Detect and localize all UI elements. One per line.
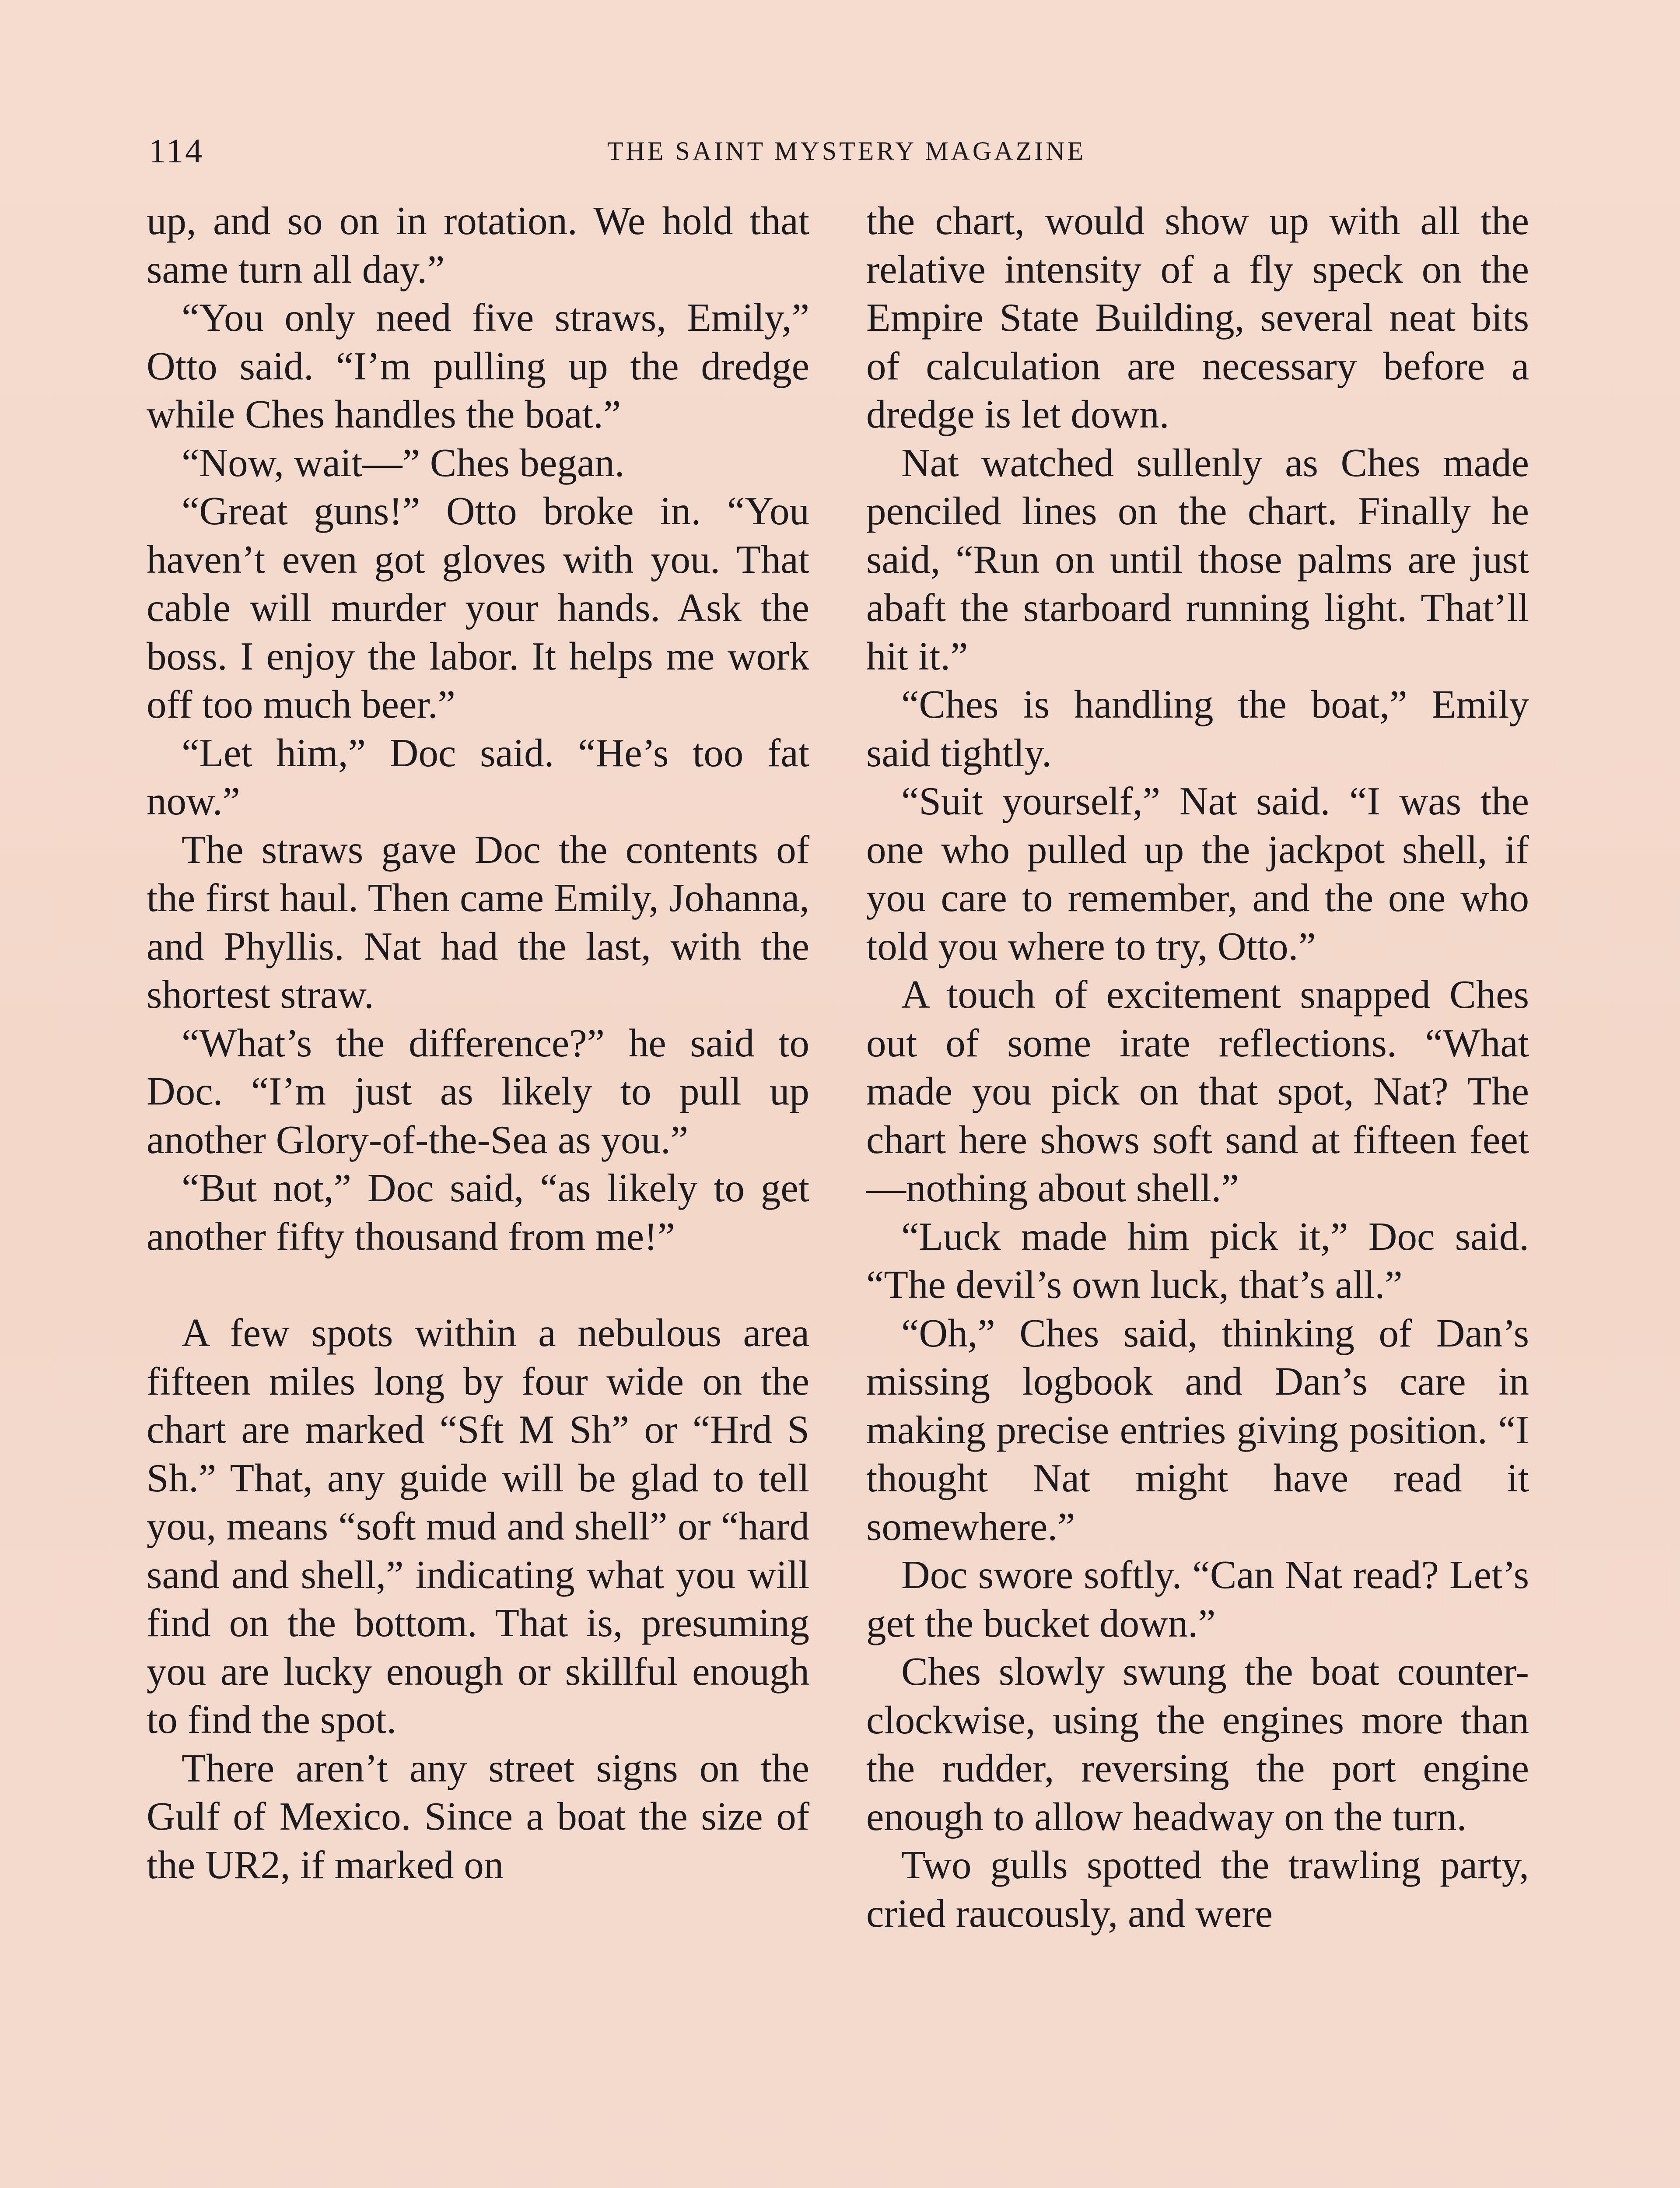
running-title: THE SAINT MYSTERY MAGAZINE [607,137,1086,165]
paragraph: “What’s the difference?” he said to Doc. “I’m just as likely to pull up another Glory-of-the-Sea as you.” [147,1020,809,1162]
paragraph: “Ches is handling the boat,” Emily said tightly. [866,682,1529,775]
left-column [147,197,809,1889]
paragraph: Doc swore softly. “Can Nat read? Let’s get the bucket down.” [866,1553,1529,1645]
paragraph: “Suit yourself,” Nat said. “I was the one who pulled up the jackpot shell, if you care to remember, and the one who told you where to try, Otto.” [866,779,1529,968]
page-header [149,127,1544,175]
paragraph: “Great guns!” Otto broke in. “You haven’t even got gloves with you. That cable will murder your hands. Ask the boss. I enjoy the labor. It helps me work off too much beer.” [147,489,809,726]
paragraph: “Oh,” Ches said, thinking of Dan’s missing logbook and Dan’s care in making precise entries giving position. “I thought Nat might have read it somewhere.” [866,1311,1529,1549]
paragraph: “But not,” Doc said, “as likely to get another fifty thousand from me!” [147,1166,809,1259]
paragraph: A touch of excitement snapped Ches out of some irate reflections. “What made you pick on that spot, Nat? The chart here shows soft sand at fifteen feet—nothing about shell.” [866,972,1529,1210]
paragraph: the chart, would show up with all the relative intensity of a fly speck on the Empire State Building, several neat bits of calculation are necessary before a dredge is let down. [866,199,1529,436]
paragraph: Ches slowly swung the boat counter-clockwise, using the engines more than the rudder, reversing the port engine enough to allow headway on the turn. [866,1649,1529,1839]
paragraph: A few spots within a nebulous area fifteen miles long by four wide on the chart are marked “Sft M Sh” or “Hrd S Sh.” That, any guide will be glad to tell you, means “soft mud and shell” or “hard sand and shell,” indicating what you will find on the bottom. That is, presuming you are lucky enough or skillful enough to find the spot. [147,1311,809,1742]
paragraph: up, and so on in rotation. We hold that same turn all day.” [147,199,809,291]
paragraph: “Let him,” Doc said. “He’s too fat now.” [147,730,809,823]
paragraph: “Luck made him pick it,” Doc said. “The devil’s own luck, that’s all.” [866,1214,1529,1307]
page-number: 114 [149,132,204,170]
paragraph: “Now, wait—” Ches began. [182,440,625,485]
paragraph: “You only need five straws, Emily,” Otto said. “I’m pulling up the dredge while Ches handles the boat.” [147,295,809,436]
paragraph: There aren’t any street signs on the Gulf of Mexico. Since a boat the size of the UR2, if marked on [147,1746,809,1887]
paragraph: The straws gave Doc the contents of the first haul. Then came Emily, Johanna, and Phyllis. Nat had the last, with the shortest straw. [147,827,809,1017]
paragraph: Two gulls spotted the trawling party, cried raucously, and were [866,1843,1529,1936]
right-column [866,197,1529,1938]
paragraph: Nat watched sullenly as Ches made penciled lines on the chart. Finally he said, “Run on until those palms are just abaft the starboard running light. That’ll hit it.” [866,440,1529,678]
